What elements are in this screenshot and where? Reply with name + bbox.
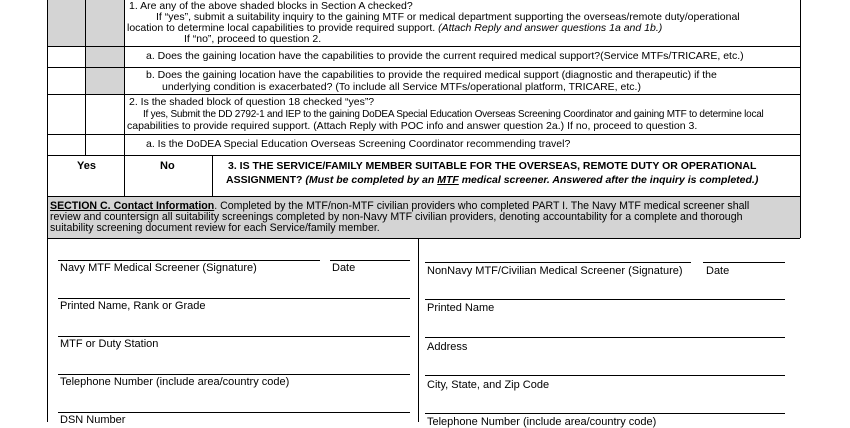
right-printed-name-label: Printed Name [427, 302, 495, 314]
address-label: Address [427, 341, 468, 353]
q2-line3: capabilities to provide required support. (Attach Reply with POC info and answer question 2a.) If no, proceed to question 3. [127, 120, 698, 132]
q2a-text: a. Is the DoDEA Special Education Overseas Screening Coordinator recommending travel? [146, 138, 571, 150]
q1a-text: a. Does the gaining location have the capabilities to provide the current required medical support?(Service MTFs/TRICARE, etc.) [146, 50, 744, 62]
nonnavy-date-label: Date [706, 265, 730, 277]
q2-line1: 2. Is the shaded block of question 18 checked “yes”? [129, 96, 375, 108]
q1-line3: location to determine local capabilities to provide required support. (Attach Reply and answer questions 1a and 1b.) [127, 22, 663, 34]
q3-no-label: No [160, 160, 175, 172]
q1-line2: If “yes”, submit a suitability inquiry to the gaining MTF or medical department supporting the overseas/remote duty/operational [156, 11, 740, 23]
q1-yes-shaded-cell [47, 0, 85, 46]
q1b-shaded-cell [85, 67, 124, 94]
q3-line1: 3. IS THE SERVICE/FAMILY MEMBER SUITABLE FOR THE OVERSEAS, REMOTE DUTY OR OPERATIONAL [228, 160, 757, 172]
section-c-line1: SECTION C. Contact Information. Completed by the MTF/non-MTF civilian providers who completed PART I. The Navy MTF medical screener shall [50, 200, 750, 212]
nonnavy-screener-signature-label: NonNavy MTF/Civilian Medical Screener (Signature) [427, 265, 683, 277]
navy-screener-signature-label: Navy MTF Medical Screener (Signature) [60, 262, 257, 274]
q1-line1: 1. Are any of the above shaded blocks in Section A checked? [129, 0, 413, 12]
printed-name-rank-label: Printed Name, Rank or Grade [60, 300, 206, 312]
q1b-line1: b. Does the gaining location have the capabilities to provide the required medical support (diagnostic and therapeutic) if the [146, 69, 717, 81]
left-telephone-label: Telephone Number (include area/country code) [60, 376, 290, 388]
q2-line2: If yes, Submit the DD 2792-1 and IEP to the gaining DoDEA Special Education Overseas Screening Coordinator and gaining MTF to determine local [143, 109, 764, 120]
q1a-yes-shaded-cell [85, 46, 124, 67]
q1b-line2: underlying condition is exacerbated? (To include all Service MTFs/operational platform, TRICARE, etc.) [162, 81, 641, 93]
section-c-line2: review and countersign all suitability screenings completed by non-Navy MTF civilian providers, denoting accountability for a complete and thorough [50, 211, 743, 223]
city-state-zip-label: City, State, and Zip Code [427, 379, 550, 391]
right-telephone-label: Telephone Number (include area/country code) [427, 416, 657, 428]
navy-date-label: Date [332, 262, 356, 274]
mtf-duty-station-label: MTF or Duty Station [60, 338, 159, 350]
section-c-line3: suitability screening document review for each Service/family member. [50, 222, 380, 234]
q3-yes-label: Yes [77, 160, 96, 172]
q3-line2: ASSIGNMENT? (Must be completed by an MTF medical screener. Answered after the inquiry is completed.) [226, 174, 759, 186]
q1-line4: If “no”, proceed to question 2. [184, 33, 322, 45]
q1-shaded-cell [85, 0, 124, 46]
dsn-number-label: DSN Number [60, 414, 126, 426]
